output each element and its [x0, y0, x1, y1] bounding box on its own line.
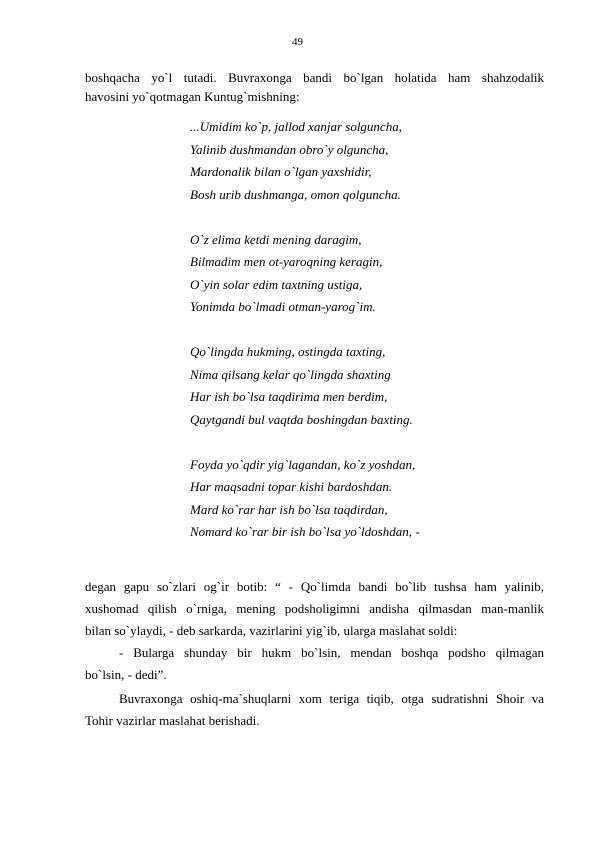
poem-stanza-3 — [190, 341, 420, 431]
verse-line: O`yin solar edim taxtning ustiga, — [190, 276, 363, 292]
intro-paragraph — [85, 68, 544, 106]
closing-paragraph — [85, 688, 544, 732]
after-poem-line-2: xushomad qilish o`rniga, mening podsholigimni andisha qilmasdan man-manlik — [85, 601, 544, 616]
verse-line: Mardonalik bilan o`lgan yaxshidir, — [190, 164, 372, 179]
verse-line: Nomard ko`rar bir ish bo`lsa yo`ldoshdan, - — [190, 524, 420, 539]
closing-line-2: Tohir vazirlar maslahat berishadi. — [85, 713, 260, 728]
intro-line-2: havosini yo`qotmagan Kuntug`mishning: — [85, 89, 300, 104]
quote-line-1: - Bularga shunday bir hukm bo`lsin, mendan boshqa podsho qilmagan — [119, 645, 544, 660]
verse-line: Yalinib dushmandan obro`y olguncha, — [190, 141, 389, 157]
verse-line: Nima qilsang kelar qo`lingda shaxting — [190, 366, 391, 382]
poem-stanza-4 — [190, 454, 420, 544]
quote-paragraph — [85, 642, 544, 686]
quote-line-2: bo`lsin, - dedi”. — [85, 667, 167, 682]
verse-line: ...Umidim ko`p, jallod xanjar solguncha, — [190, 119, 402, 134]
poem-stanza-1 — [190, 116, 420, 206]
poem — [190, 116, 420, 544]
verse-line: Qo`lingda hukming, ostingda taxting, — [190, 344, 386, 359]
closing-line-1: Buvraxonga oshiq-ma`shuqlarni xom teriga tiqib, otga sudratishni Shoir va — [119, 691, 544, 706]
intro-line-1: boshqacha yo`l tutadi. Buvraxonga bandi bo`lgan holatida ham shahzodalik — [85, 70, 544, 85]
page-number: 49 — [292, 36, 303, 48]
after-poem-line-1: degan gapu so`zlari og`ir botib: “ - Qo`limda bandi bo`lib tushsa ham yalinib, — [85, 579, 544, 594]
verse-line: Bosh urib dushmanga, omon qolguncha. — [190, 186, 401, 202]
after-poem-paragraph — [85, 576, 544, 642]
after-poem-line-3: bilan so`ylaydi, - deb sarkarda, vazirlarini yig`ib, ularga maslahat soldi: — [85, 623, 458, 638]
verse-line: Har ish bo`lsa taqdirima men berdim, — [190, 389, 388, 404]
verse-line: Yonimda bo`lmadi otman-yarog`im. — [190, 299, 376, 314]
verse-line: Har maqsadni topar kishi bardoshdan. — [190, 479, 393, 494]
verse-line: Mard ko`rar har ish bo`lsa taqdirdan, — [190, 501, 388, 517]
verse-line: Qaytgandi bul vaqtda boshingdan baxting. — [190, 411, 413, 427]
poem-stanza-2 — [190, 229, 420, 319]
verse-line: Foyda yo`qdir yig`lagandan, ko`z yoshdan, — [190, 456, 416, 472]
verse-line: O`z elima ketdi mening daragim, — [190, 231, 362, 247]
verse-line: Bilmadim men ot-yaroqning keragin, — [190, 254, 383, 269]
